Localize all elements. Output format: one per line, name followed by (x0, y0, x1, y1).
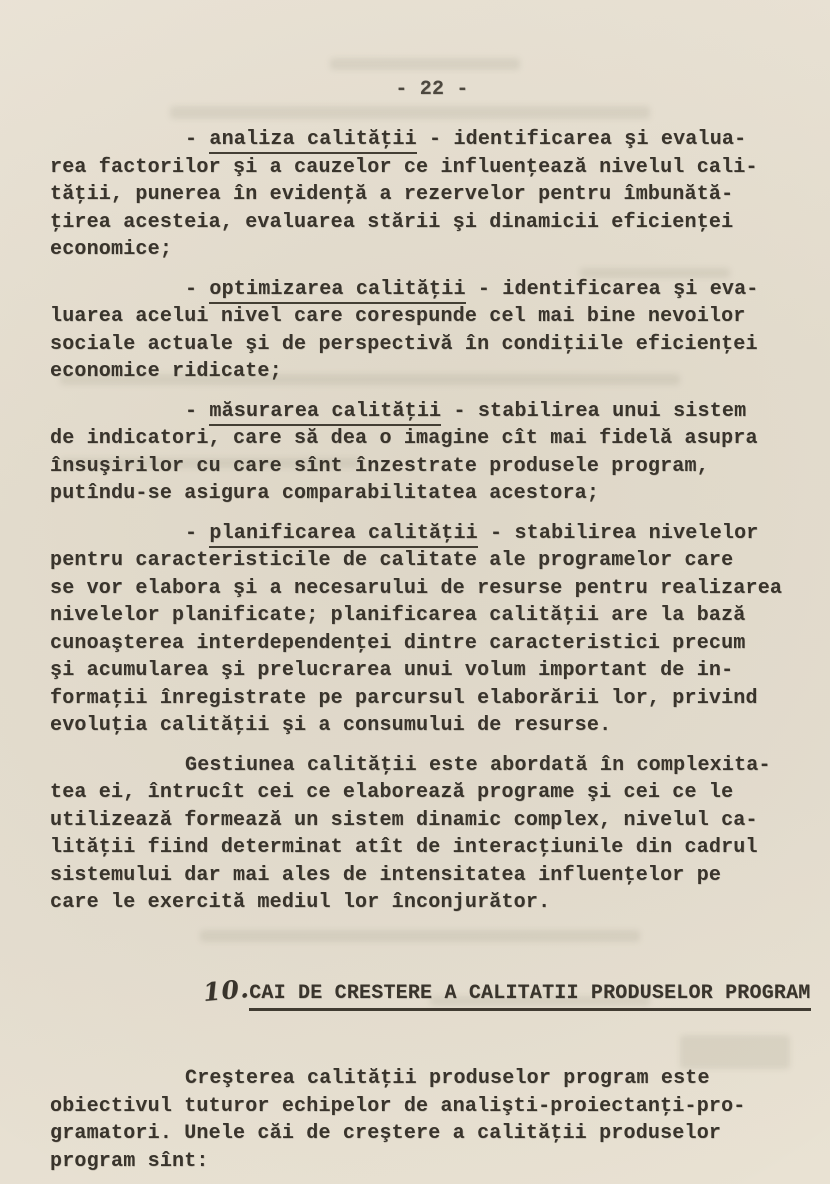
text-line: sistemului dar mai ales de intensitatea influenţelor pe (50, 863, 722, 887)
bullet-dash: - (185, 399, 210, 423)
page-number: - 22 - (395, 78, 469, 101)
underlined-term: măsurarea calităţii (209, 400, 441, 426)
lead-text: Gestiunea calităţii este abordată în complexita- (185, 753, 771, 777)
text-line (50, 752, 795, 780)
document-body (50, 126, 811, 1184)
text-line: economice ridicate; (50, 360, 282, 383)
text-line (50, 126, 795, 154)
paragraph-analiza-calitatii (50, 126, 795, 264)
text-line: rea factorilor şi a cauzelor ce influenţează nivelul cali- (50, 155, 758, 179)
text-line (50, 276, 795, 304)
text-line: şi acumularea şi prelucrarea unui volum important de in- (50, 659, 734, 682)
text-line: gramatori. Unele căi de creştere a calităţii produselor (50, 1122, 722, 1145)
text-line: sociale actuale şi de perspectivă în condiţiile eficienţei (50, 332, 758, 356)
section-title: CAI DE CRESTERE A CALITATII PRODUSELOR PROGRAM (249, 982, 810, 1011)
lead-text: - identificarea şi eva- (465, 277, 759, 301)
bullet-dash: - (185, 521, 210, 545)
bleedthrough-mark (170, 106, 650, 119)
section-number: 10. (202, 974, 251, 1007)
lead-text: - identificarea şi evalua- (416, 128, 747, 151)
lead-text: - stabilirea nivelelor (477, 521, 759, 545)
bullet-dash: - (185, 128, 210, 151)
text-line (50, 520, 795, 548)
text-line: evoluţia calităţii şi a consumului de resurse. (50, 714, 612, 737)
text-line (50, 398, 795, 426)
text-line: program sînt: (50, 1149, 209, 1173)
paragraph-optimizarea-calitatii (50, 276, 795, 386)
text-line: nivelelor planificate; planificarea calităţii are la bază (50, 604, 746, 627)
underlined-term: planificarea calităţii (209, 522, 477, 548)
text-line: obiectivul tuturor echipelor de analişti-proiectanţi-pro- (50, 1094, 746, 1118)
paragraph-cresterea-calitatii (50, 1065, 795, 1175)
text-line: însuşirilor cu care sînt înzestrate produsele program, (50, 454, 709, 478)
text-line: tea ei, întrucît cei ce elaborează programe şi cei ce le (50, 781, 734, 804)
text-line: economice; (50, 238, 173, 261)
text-line: tăţii, punerea în evidenţă a rezervelor pentru îmbunătă- (50, 183, 734, 206)
text-line: putîndu-se asigura comparabilitatea acestora; (50, 482, 600, 505)
bleedthrough-mark (330, 58, 520, 70)
bullet-dash: - (185, 277, 210, 301)
text-line: utilizează formează un sistem dinamic complex, nivelul ca- (50, 808, 758, 832)
text-line: formaţii înregistrate pe parcursul elaborării lor, privind (50, 686, 758, 710)
lead-text: - stabilirea unui sistem (441, 399, 747, 423)
text-line: cunoaşterea interdependenţei dintre caracteristici precum (50, 631, 746, 655)
text-line: luarea acelui nivel care corespunde cel mai bine nevoilor (50, 305, 746, 328)
underlined-term: optimizarea calităţii (209, 278, 465, 304)
text-line: care le exercită mediul lor înconjurător. (50, 891, 551, 914)
lead-text: Creşterea calităţii produselor program este (185, 1067, 710, 1090)
underlined-term: analiza calităţii (209, 128, 416, 154)
section-heading (50, 949, 811, 1036)
paragraph-masurarea-calitatii (50, 398, 795, 508)
text-line: de indicatori, care să dea o imagine cît mai fidelă asupra (50, 427, 758, 450)
text-line: se vor elabora şi a necesarului de resurse pentru realizarea (50, 576, 783, 600)
paragraph-planificarea-calitatii (50, 520, 795, 740)
text-line: ţirea acesteia, evaluarea stării şi dinamicii eficienţei (50, 210, 734, 234)
text-line: lităţii fiind determinat atît de interacţiunile din cadrul (50, 836, 758, 859)
text-line (50, 1065, 795, 1093)
paragraph-gestiunea-calitatii (50, 752, 795, 917)
text-line: pentru caracteristicile de calitate ale programelor care (50, 549, 734, 572)
